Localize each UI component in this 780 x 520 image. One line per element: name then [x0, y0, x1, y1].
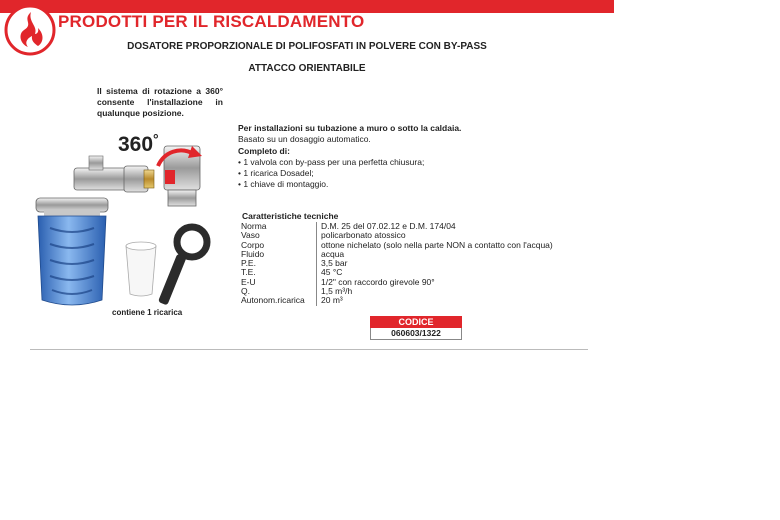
spec-value: acqua	[317, 250, 555, 259]
product-image	[24, 128, 224, 318]
rotation-note: Il sistema di rotazione a 360° consente l'installazione in qualunque posizione.	[97, 86, 223, 118]
code-value: 060603/1322	[370, 328, 462, 340]
product-code-box	[370, 316, 462, 340]
spec-value: 1/2" con raccordo girevole 90°	[317, 278, 555, 287]
complete-label: Completo di:	[238, 145, 290, 156]
product-subtitle: ATTACCO ORIENTABILE	[248, 63, 366, 74]
rotation-degrees: 360	[118, 133, 154, 156]
spec-key: Q.	[241, 286, 250, 297]
header-bar	[0, 0, 614, 12]
spec-value: 20 m³	[317, 296, 555, 305]
table-row	[241, 278, 555, 287]
table-row	[241, 259, 555, 268]
description-dosage: Basato su un dosaggio automatico.	[238, 134, 371, 145]
spec-value: policarbonato atossico	[317, 231, 555, 240]
spec-key: Vaso	[241, 230, 260, 241]
table-row	[241, 250, 555, 259]
spec-value: 3,5 bar	[317, 259, 555, 268]
product-description	[238, 123, 461, 191]
degree-symbol: °	[153, 131, 159, 147]
spec-value: 1,5 m³/h	[317, 287, 555, 296]
spec-value: ottone nichelato (solo nella parte NON a contatto con l'acqua)	[317, 241, 555, 250]
code-label: CODICE	[370, 316, 462, 328]
list-item: • 1 ricarica Dosadel;	[238, 168, 314, 179]
specs-table	[241, 222, 555, 306]
spec-key: Corpo	[241, 239, 265, 250]
list-item: • 1 chiave di montaggio.	[238, 179, 329, 190]
section-title: PRODOTTI PER IL RISCALDAMENTO	[58, 12, 365, 31]
spec-key: P.E.	[241, 258, 256, 269]
table-row	[241, 296, 555, 305]
refill-note: contiene 1 ricarica	[112, 308, 183, 317]
spec-key: T.E.	[241, 267, 256, 278]
description-lead: Per installazioni su tubazione a muro o sotto la caldaia.	[238, 123, 462, 133]
table-row	[241, 241, 555, 250]
product-title: DOSATORE PROPORZIONALE DI POLIFOSFATI IN POLVERE CON BY-PASS	[127, 41, 487, 52]
tech-heading: Caratteristiche tecniche	[242, 211, 339, 221]
spec-key: Norma	[241, 221, 267, 231]
list-item: • 1 valvola con by-pass per una perfetta chiusura;	[238, 156, 425, 167]
spec-value: D.M. 25 del 07.02.12 e D.M. 174/04	[317, 222, 555, 231]
spec-key: Fluido	[241, 248, 265, 259]
bottom-divider	[30, 349, 588, 350]
spec-key: Autonom.ricarica	[241, 295, 305, 306]
spec-key: E-U	[241, 276, 256, 287]
spec-value: 45 °C	[317, 268, 555, 277]
